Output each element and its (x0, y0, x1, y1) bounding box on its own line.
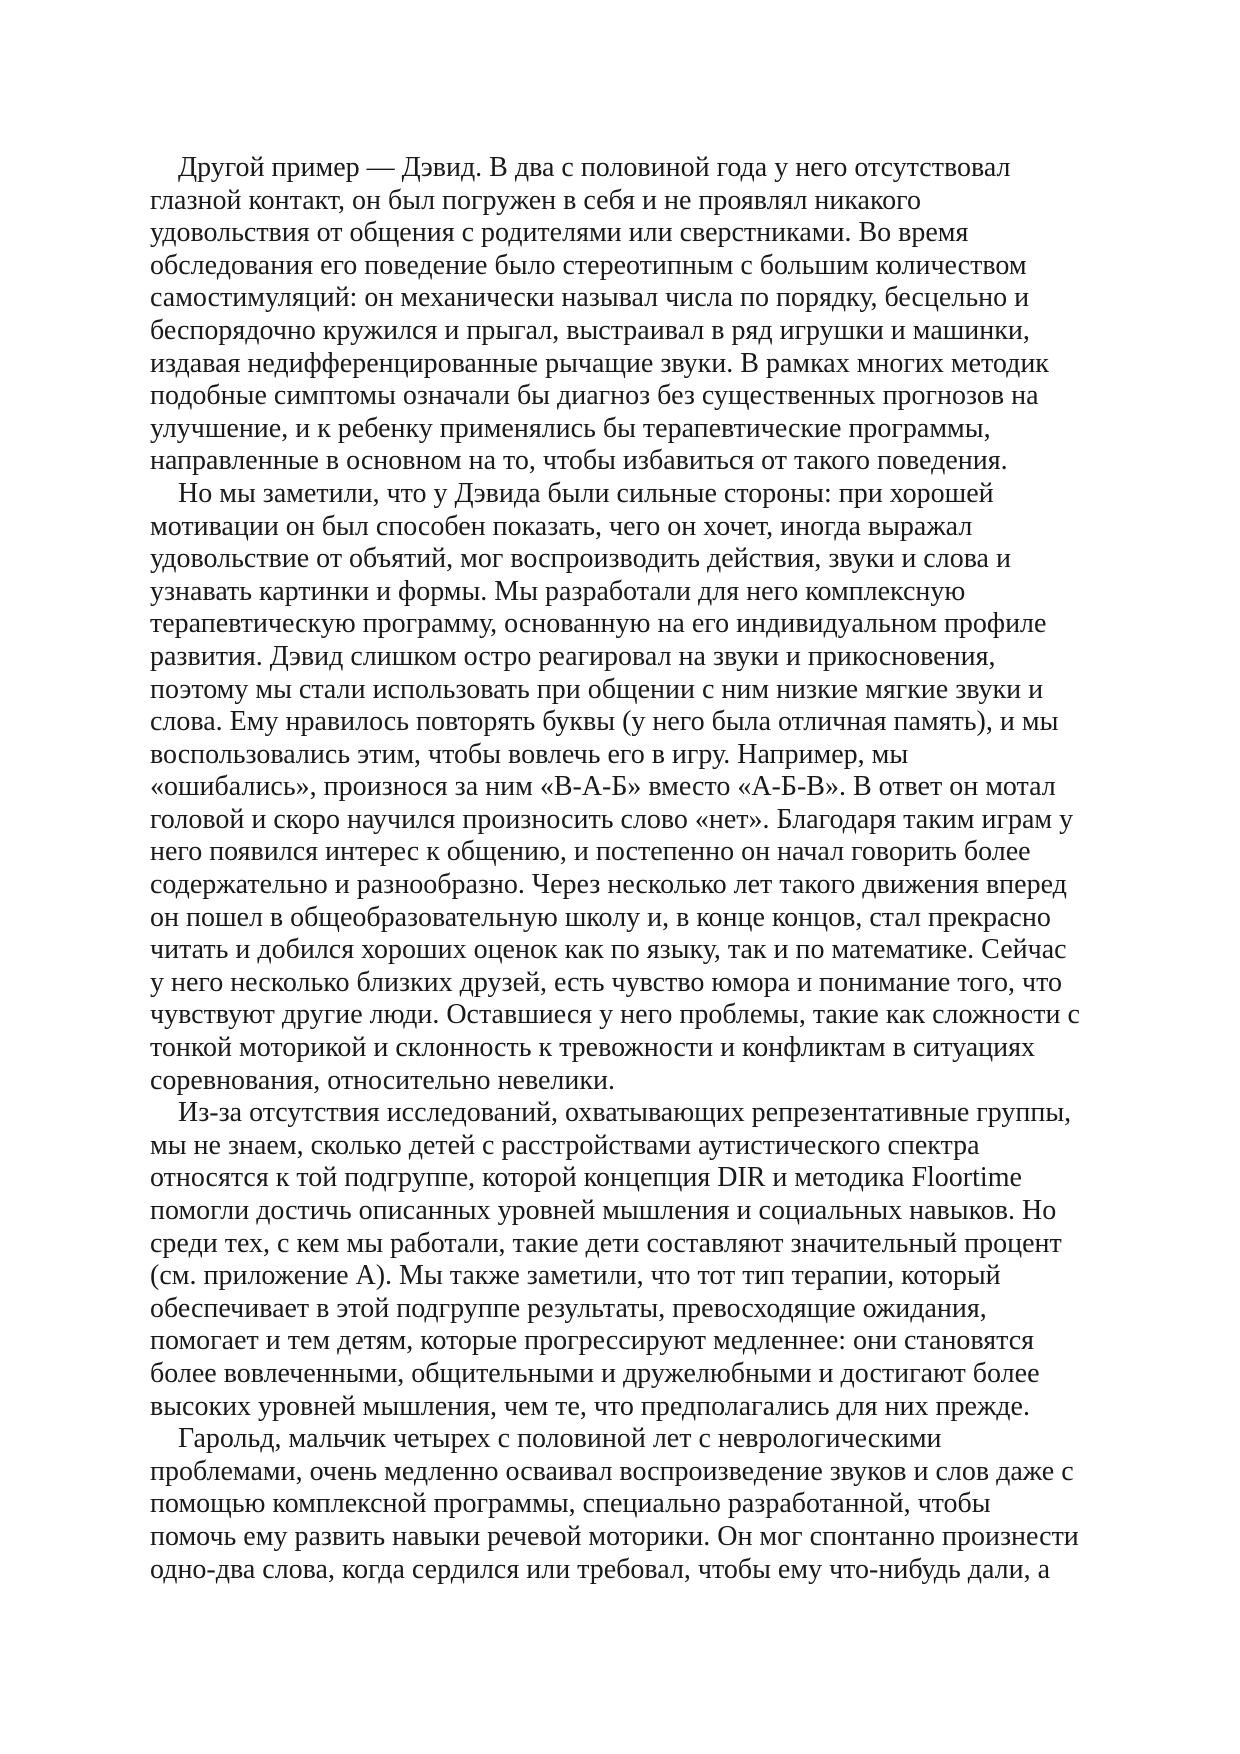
paragraph-research-gap (150, 1097, 1100, 1423)
text-line: проблемами, очень медленно осваивал воспроизведение звуков и слов даже с (150, 1455, 1074, 1487)
text-line: узнавать картинки и формы. Мы разработали для него комплексную (150, 575, 966, 607)
text-line: помогает и тем детям, которые прогрессируют медленнее: они становятся (150, 1325, 1035, 1357)
text-line: читать и добился хороших оценок как по языку, так и по математике. Сейчас (150, 934, 1067, 966)
text-line: мотивации он был способен показать, чего он хочет, иногда выражал (150, 510, 973, 542)
text-line: удовольствие от объятий, мог воспроизводить действия, звуки и слова и (150, 543, 1011, 575)
text-line: тонкой моторикой и склонность к тревожности и конфликтам в ситуациях (150, 1032, 1036, 1064)
paragraph-david-intro (150, 152, 1100, 478)
text-line: подобные симптомы означали бы диагноз без существенных прогнозов на (150, 380, 1039, 412)
text-line: развития. Дэвид слишком остро реагировал на звуки и прикосновения, (150, 640, 996, 672)
text-line: терапевтическую программу, основанную на его индивидуальном профиле (150, 608, 1047, 640)
text-line: содержательно и разнообразно. Через несколько лет такого движения вперед (150, 869, 1067, 901)
text-line: Другой пример — Дэвид. В два с половиной года у него отсутствовал (178, 152, 1011, 183)
text-line: слова. Ему нравилось повторять буквы (у него была отличная память), и мы (150, 706, 1059, 738)
text-line: помощью комплексной программы, специально разработанной, чтобы (150, 1488, 991, 1520)
text-line: одно-два слова, когда сердился или требовал, чтобы ему что-нибудь дали, а (150, 1553, 1051, 1585)
text-line: самостимуляций: он механически называл числа по порядку, бесцельно и (150, 282, 1030, 314)
text-line: издавая недифференцированные рычащие звуки. В рамках многих методик (150, 347, 1049, 379)
text-line: Гарольд, мальчик четырех с половиной лет с неврологическими (178, 1423, 942, 1455)
text-line: удовольствия от общения с родителями или сверстниками. Во время (150, 217, 969, 249)
text-line: Из-за отсутствия исследований, охватывающих репрезентативные группы, (178, 1097, 1072, 1129)
text-line: у него несколько близких друзей, есть чувство юмора и понимание того, что (150, 966, 1062, 998)
text-line: высоких уровней мышления, чем те, что предполагались для них прежде. (150, 1390, 1030, 1422)
paragraph-harold (150, 1423, 1100, 1586)
text-line: обеспечивает в этой подгруппе результаты, превосходящие ожидания, (150, 1292, 987, 1324)
text-line: (см. приложение А). Мы также заметили, что тот тип терапии, который (150, 1260, 1001, 1292)
text-line: помогли достичь описанных уровней мышления и социальных навыков. Но (150, 1195, 1057, 1226)
text-line: направленные в основном на то, чтобы избавиться от такого поведения. (150, 445, 1008, 477)
text-line: соревнования, относительно невелики. (150, 1064, 615, 1096)
text-line: глазной контакт, он был погружен в себя и не проявлял никакого (150, 184, 921, 216)
text-line: «ошибались», произнося за ним «В-А-Б» вместо «А-Б-В». В ответ он мотал (150, 771, 1056, 803)
text-line: он пошел в общеобразовательную школу и, в конце концов, стал прекрасно (150, 901, 1051, 933)
text-line: головой и скоро научился произносить слово «нет». Благодаря таким играм у (150, 803, 1074, 835)
text-line: обследования его поведение было стереотипным с большим количеством (150, 249, 1027, 281)
paragraph-david-progress (150, 478, 1100, 1097)
text-line: улучшение, и к ребенку применялись бы терапевтические программы, (150, 412, 991, 444)
text-line: помочь ему развить навыки речевой моторики. Он мог спонтанно произнести (150, 1520, 1079, 1552)
text-line: Но мы заметили, что у Дэвида были сильные стороны: при хорошей (178, 477, 994, 509)
text-line: беспорядочно кружился и прыгал, выстраивал в ряд игрушки и машинки, (150, 314, 1030, 346)
body-text (150, 152, 1100, 1586)
text-line: среди тех, с кем мы работали, такие дети составляют значительный процент (150, 1227, 1062, 1259)
text-line: воспользовались этим, чтобы вовлечь его в игру. Например, мы (150, 738, 909, 770)
text-line: поэтому мы стали использовать при общении с ним низкие мягкие звуки и (150, 673, 1044, 705)
text-line: него появился интерес к общению, и постепенно он начал говорить более (150, 836, 1031, 868)
text-line: относятся к той подгруппе, которой концепция DIR и методика Floortime (150, 1162, 1022, 1194)
text-line: мы не знаем, сколько детей с расстройствами аутистического спектра (150, 1129, 980, 1161)
text-line: более вовлеченными, общительными и дружелюбными и достигают более (150, 1357, 1040, 1389)
text-line: чувствуют другие люди. Оставшиеся у него проблемы, такие как сложности с (150, 999, 1080, 1031)
